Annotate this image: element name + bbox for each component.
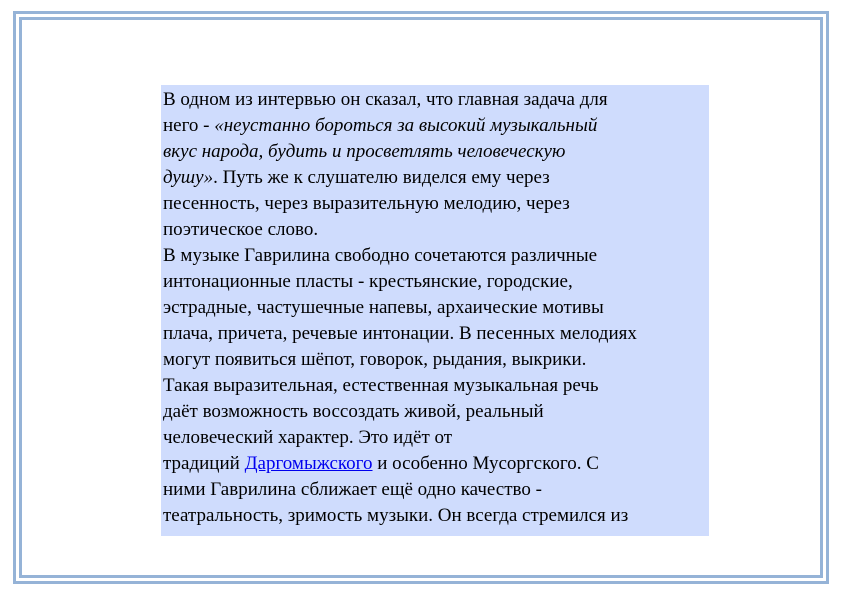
- body-text: традиций: [163, 453, 245, 474]
- text-line: [163, 139, 709, 165]
- text-line: [163, 503, 709, 529]
- text-line: [163, 477, 709, 503]
- text-line: [163, 295, 709, 321]
- body-text: песенность, через выразительную мелодию, через: [163, 193, 570, 214]
- text-line: [163, 269, 709, 295]
- text-line: [163, 217, 709, 243]
- text-line: [163, 425, 709, 451]
- body-text: могут появиться шёпот, говорок, рыдания, выкрики.: [163, 349, 587, 370]
- body-text: В музыке Гаврилина свободно сочетаются различные: [163, 245, 598, 266]
- text-line: [163, 373, 709, 399]
- body-text: театральность, зримость музыки. Он всегда стремился из: [163, 505, 629, 526]
- quote-text: «неустанно бороться за высокий музыкальный: [214, 115, 598, 136]
- body-text: человеческий характер. Это идёт от: [163, 427, 453, 448]
- text-line: [163, 451, 709, 477]
- body-text: него -: [163, 115, 215, 136]
- text-line: [163, 347, 709, 373]
- quote-text: вкус народа, будить и просветлять человеческую: [163, 141, 566, 162]
- text-line: [163, 243, 709, 269]
- body-text: эстрадные, частушечные напевы, архаические мотивы: [163, 297, 604, 318]
- dargomyzhsky-link[interactable]: Даргомыжского: [244, 453, 373, 474]
- text-box: [161, 85, 709, 536]
- text-line: [163, 113, 709, 139]
- text-line: [163, 191, 709, 217]
- body-text: поэтическое слово.: [163, 219, 319, 240]
- body-text: и особенно Мусоргского. С: [372, 453, 599, 474]
- body-text: ними Гаврилина сближает ещё одно качество -: [163, 479, 542, 500]
- text-line: [163, 399, 709, 425]
- text-line: [163, 321, 709, 347]
- body-text: плача, причета, речевые интонации. В песенных мелодиях: [163, 323, 637, 344]
- text-line: [163, 165, 709, 191]
- body-text: интонационные пласты - крестьянские, городские,: [163, 271, 573, 292]
- body-text: даёт возможность воссоздать живой, реальный: [163, 401, 544, 422]
- text-line: [163, 87, 709, 113]
- body-text: . Путь же к слушателю виделся ему через: [213, 167, 550, 188]
- quote-text: душу»: [163, 167, 214, 188]
- body-text: В одном из интервью он сказал, что главная задача для: [163, 89, 608, 110]
- body-text: Такая выразительная, естественная музыкальная речь: [163, 375, 599, 396]
